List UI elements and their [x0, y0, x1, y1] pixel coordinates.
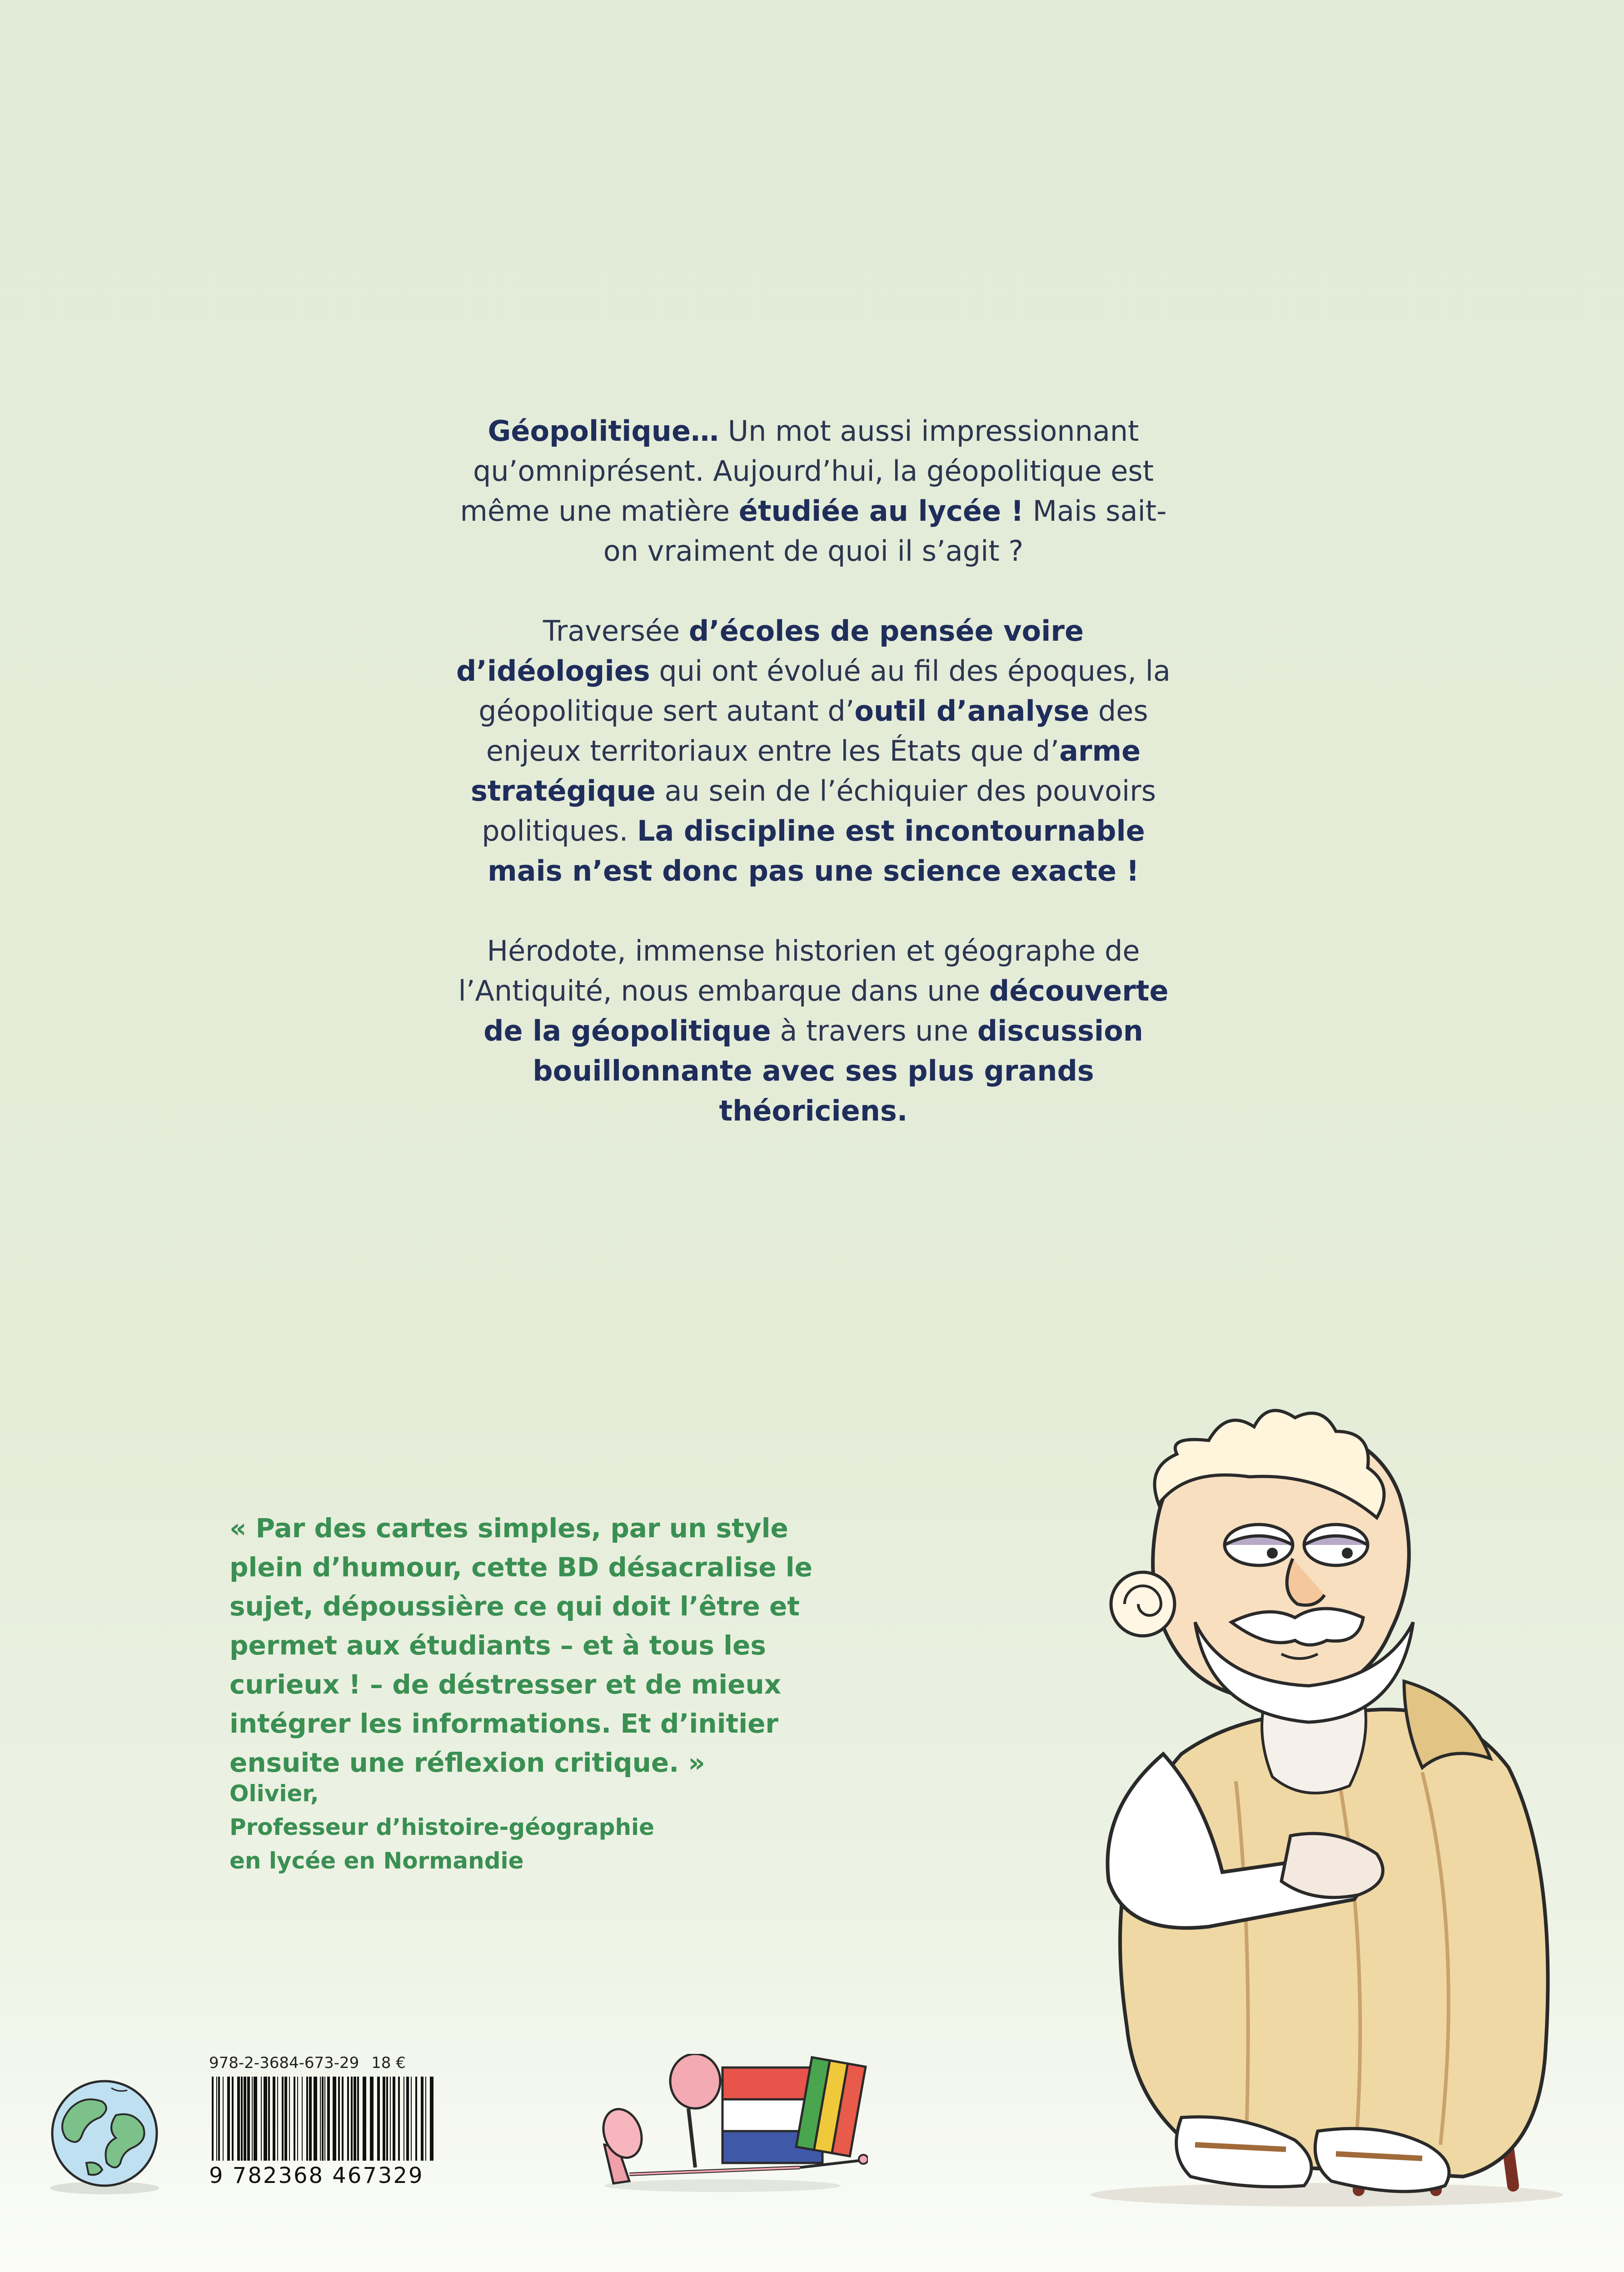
author-name: Olivier,: [229, 1780, 319, 1807]
text-run: discussion bouillonnante avec ses plus grands théoriciens.: [533, 1014, 1143, 1127]
barcode-bar: [327, 2077, 330, 2161]
barcode-bar: [421, 2077, 423, 2161]
barcode-bar: [406, 2077, 409, 2161]
barcode-bar: [244, 2077, 246, 2161]
barcode-bar: [354, 2077, 356, 2161]
barcode-bar: [415, 2077, 417, 2161]
barcode-bar: [227, 2077, 230, 2161]
barcode-bar: [237, 2077, 240, 2161]
flags-on-toppled-table: [586, 2054, 868, 2199]
testimonial-author: [229, 1777, 775, 1878]
isbn-number: 978-2-3684-673-29: [209, 2054, 359, 2072]
globe-icon: [36, 2072, 173, 2199]
intro-paragraph-1: [445, 411, 1181, 571]
barcode-bar: [386, 2077, 388, 2161]
barcode-bar: [277, 2077, 278, 2161]
text-run: Géopolitique…: [488, 414, 719, 448]
barcode-bar: [306, 2077, 308, 2161]
text-run: à travers une: [771, 1014, 977, 1047]
barcode-bar: [289, 2077, 290, 2161]
barcode-bar: [284, 2077, 287, 2161]
barcode-bar: [347, 2077, 349, 2161]
barcode-bar: [333, 2077, 336, 2161]
barcode-bar: [294, 2077, 295, 2161]
barcode-bars: [209, 2077, 436, 2161]
barcode-bar: [411, 2077, 412, 2161]
intro-paragraph-3: [445, 931, 1181, 1131]
text-run: découverte de la géopolitique: [483, 974, 1169, 1047]
barcode-bar: [247, 2077, 250, 2161]
text-run: d’écoles de pensée voire d’idéologies: [456, 614, 1084, 688]
barcode-bar: [357, 2077, 359, 2161]
text-run: Traversée: [543, 614, 689, 648]
author-place: en lycée en Normandie: [229, 1848, 524, 1874]
barcode-bar: [390, 2077, 391, 2161]
barcode-bar: [302, 2077, 303, 2161]
isbn-label: [209, 2054, 406, 2072]
text-run: qui ont évolué au fil des époques, la géopolitique sert autant d’: [478, 654, 1171, 727]
barcode-bar: [212, 2077, 214, 2161]
intro-text: [445, 411, 1181, 1171]
barcode-bar: [322, 2077, 324, 2161]
barcode-bar: [377, 2077, 380, 2161]
intro-paragraph-2: [445, 611, 1181, 891]
barcode-bar: [393, 2077, 395, 2161]
barcode-bar: [351, 2077, 353, 2161]
barcode-bar: [430, 2077, 433, 2161]
barcode-bar: [342, 2077, 344, 2161]
text-run: outil d’analyse: [854, 694, 1090, 727]
barcode-bar: [309, 2077, 312, 2161]
isbn-barcode: [209, 2054, 445, 2190]
barcode-bar: [282, 2077, 284, 2161]
barcode-bar: [297, 2077, 298, 2161]
barcode-bar: [370, 2077, 374, 2161]
barcode-bar: [223, 2077, 224, 2161]
barcode-bar: [264, 2077, 267, 2161]
text-run: Un mot aussi impressionnant qu’omniprésent. Aujourd’hui, la géopolitique est même une matière: [460, 414, 1154, 528]
barcode-bar: [314, 2077, 317, 2161]
text-run: au sein de l’échiquier des pouvoirs politiques.: [482, 774, 1156, 847]
text-run: arme stratégique: [470, 734, 1141, 807]
barcode-bar: [254, 2077, 257, 2161]
author-role: Professeur d’histoire-géographie: [229, 1814, 655, 1840]
barcode-bar: [268, 2077, 270, 2161]
barcode-bar: [218, 2077, 220, 2161]
barcode-bar: [324, 2077, 325, 2161]
barcode-bar: [273, 2077, 275, 2161]
barcode-digits: 9 782368 467329: [209, 2163, 424, 2188]
barcode-bar: [383, 2077, 385, 2161]
text-run: La discipline est incontournable mais n’est donc pas une science exacte !: [488, 814, 1145, 887]
text-run: des enjeux territoriaux entre les États que d’: [486, 694, 1148, 767]
barcode-bar: [252, 2077, 253, 2161]
price-label: 18 €: [371, 2054, 406, 2072]
barcode-bar: [425, 2077, 426, 2161]
barcode-bar: [232, 2077, 234, 2161]
text-run: Mais sait-on vraiment de quoi il s’agit ?: [603, 494, 1167, 568]
barcode-bar: [363, 2077, 366, 2161]
barcode-bar: [241, 2077, 243, 2161]
herodotus-character: [1045, 1409, 1590, 2208]
barcode-bar: [320, 2077, 321, 2161]
text-run: étudiée au lycée !: [738, 494, 1024, 528]
barcode-bar: [338, 2077, 340, 2161]
barcode-bar: [216, 2077, 217, 2161]
text-run: Hérodote, immense historien et géographe de l’Antiquité, nous embarque dans une: [458, 934, 1140, 1007]
barcode-bar: [261, 2077, 262, 2161]
barcode-bar: [398, 2077, 400, 2161]
testimonial-quote: « Par des cartes simples, par un style plein d’humour, cette BD désacralise le sujet, dépoussière ce qui doit l’être et permet aux étudiants – et à tous les curieux ! – de déstresser et de mieux intégrer les informations. Et d’initier ensuite une réflexion critique. »: [229, 1513, 813, 1778]
